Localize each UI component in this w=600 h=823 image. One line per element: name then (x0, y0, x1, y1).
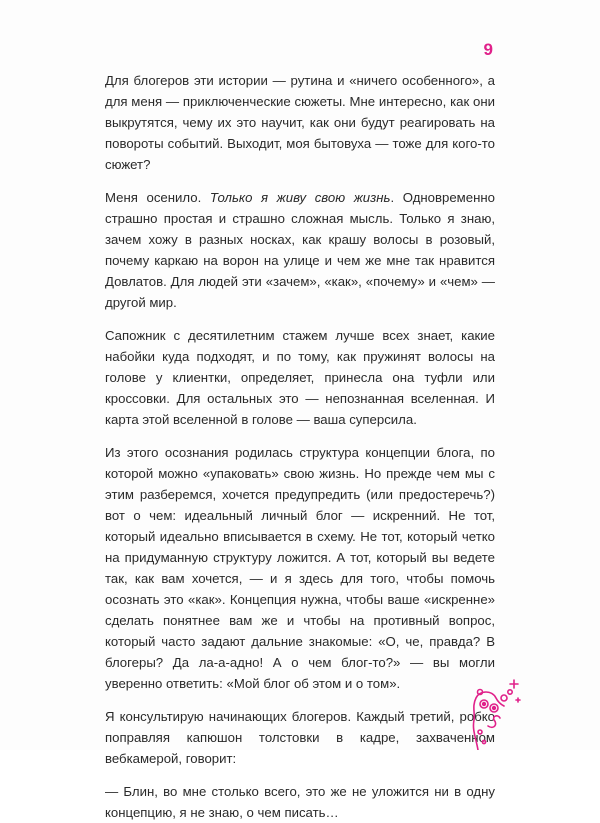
paragraph-2-rest: . Одновременно страшно простая и страшно сложная мысль. Только я знаю, зачем хожу в разных носках, как крашу волосы в розовый, почему каркаю на ворон на улице и чем же мне так нравится Довлатов. Для людей эти «зачем», «как», «почему» и «чем» — другой мир. (105, 190, 495, 310)
page-number: 9 (483, 40, 493, 59)
paragraph-3: Сапожник с десятилетним стажем лучше всех знает, какие набойки куда подходят, и по тому, как пружинят волосы на голове у клиентки, определяет, принесла она туфли или кроссовки. Для остальных это — непознанная вселенная. И карта этой вселенной в голове — ваша суперсила. (105, 328, 495, 427)
paragraph-5: Я консультирую начинающих блогеров. Каждый третий, робко поправляя капюшон толстовки в кадре, захваченном вебкамерой, говорит: (105, 709, 495, 766)
paragraph-2-emphasis: Только я живу свою жизнь (209, 190, 391, 205)
pink-character-doodle-icon (458, 668, 522, 750)
paragraph-2-lead: Меня осенило. (105, 190, 210, 205)
paragraph-2 (105, 187, 495, 313)
body-text (105, 70, 495, 823)
paragraph-4: Из этого осознания родилась структура концепции блога, по которой можно «упаковать» свою жизнь. Но прежде чем мы с этим разберемся, хочется предупредить (или предостеречь?) вот о чем: идеальный личный блог — искренний. Не тот, который идеально вписывается в схему. Не тот, который четко на придуманную структуру ложится. А тот, который вы ведете так, как вам хочется, — и я здесь для того, чтобы помочь осознать это «как». Концепция нужна, чтобы ваше «искренне» сделать понятнее вам же и чтобы на противный вопрос, который часто задают дальние знакомые: «О, че, правда? В блогеры? Да ла-а-адно! А о чем блог-то?» — вы могли уверенно ответить: «Мой блог об этом и о том». (105, 445, 495, 691)
paragraph-1: Для блогеров эти истории — рутина и «ничего особенного», а для меня — приключенческие сюжеты. Мне интересно, как они выкрутятся, чему их это научит, как они будут реагировать на повороты событий. Выходит, моя бытовуха — тоже для кого-то сюжет? (105, 73, 495, 172)
paragraph-6: — Блин, во мне столько всего, это же не уложится ни в одну концепцию, я не знаю, о чем писать… (105, 784, 495, 820)
